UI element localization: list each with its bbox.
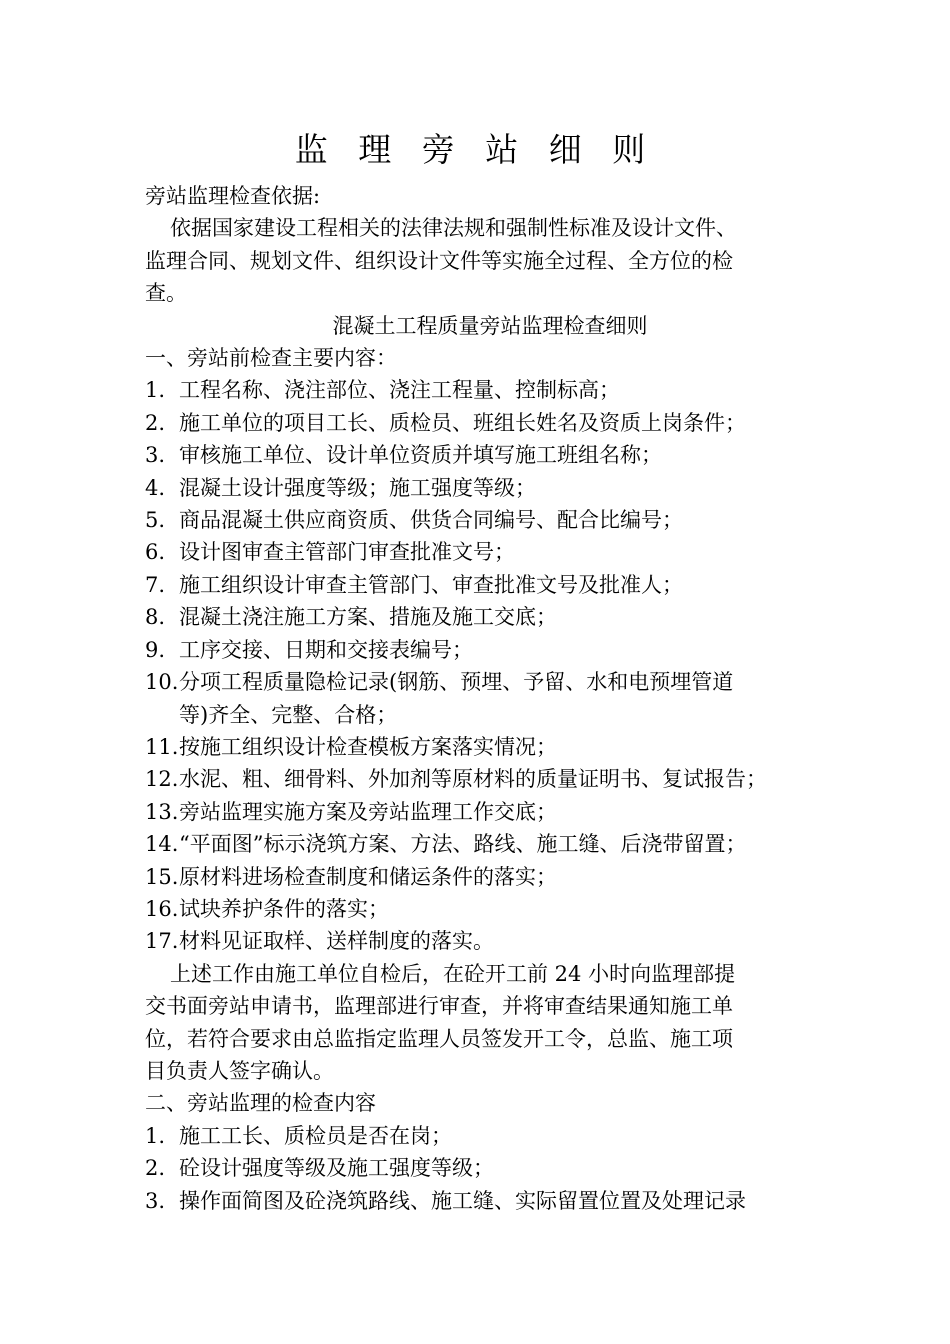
item-number: 4. [145, 475, 166, 500]
item-text: 水泥、粗、细骨料、外加剂等原材料的质量证明书、复试报告； [179, 767, 767, 792]
item-number: 7. [145, 572, 166, 597]
item-number: 3. [145, 1188, 166, 1213]
list-item [145, 439, 815, 471]
item-number: 1. [145, 378, 166, 403]
list-item [145, 796, 815, 828]
item-number: 3. [145, 443, 166, 468]
section-subtitle: 混凝土工程质量旁站监理检查细则 [332, 313, 648, 338]
item-text: 商品混凝土供应商资质、供货合同编号、配合比编号； [179, 508, 683, 533]
list-item [145, 569, 815, 601]
item-number: 5. [145, 508, 166, 533]
item-text: 施工工长、质检员是否在岗； [179, 1123, 452, 1148]
item-number: 2. [145, 1156, 166, 1181]
list-item [145, 1120, 815, 1152]
item-text: “平面图”标示浇筑方案、方法、路线、施工缝、后浇带留置； [179, 832, 747, 857]
item-text: 操作面简图及砼浇筑路线、施工缝、实际留置位置及处理记录 [179, 1188, 746, 1213]
item-text: 试块养护条件的落实； [179, 896, 389, 921]
item-text: 设计图审查主管部门审查批准文号； [179, 540, 515, 565]
item-number: 16. [145, 896, 179, 921]
item-text: 砼设计强度等级及施工强度等级； [179, 1156, 494, 1181]
paragraph-line: 位，若符合要求由总监指定监理人员签发开工令，总监、施工项 [145, 1026, 733, 1051]
list-item [145, 472, 815, 504]
document-title: 监 理 旁 站 细 则 [294, 130, 656, 169]
list-item [145, 634, 815, 666]
list-item [145, 731, 815, 763]
basis-line: 监理合同、规划文件、组织设计文件等实施全过程、全方位的检 [145, 248, 733, 273]
list-item [145, 536, 815, 568]
list-item [145, 601, 815, 633]
paragraph-line: 目负责人签字确认。 [145, 1058, 334, 1083]
item-text: 混凝土浇注施工方案、措施及施工交底； [179, 605, 557, 630]
item-number: 6. [145, 540, 166, 565]
section2-heading: 二、旁站监理的检查内容 [145, 1091, 376, 1116]
basis-line: 依据国家建设工程相关的法律法规和强制性标准及设计文件、 [170, 216, 737, 241]
item-number: 14. [145, 832, 179, 857]
basis-heading: 旁站监理检查依据: [145, 184, 321, 208]
list-item [145, 893, 815, 925]
item-text: 按施工组织设计检查模板方案落实情况； [179, 734, 557, 759]
item-text: 审核施工单位、设计单位资质并填写施工班组名称； [179, 443, 662, 468]
item-text: 施工单位的项目工长、质检员、班组长姓名及资质上岗条件； [179, 410, 746, 435]
item-number: 12. [145, 767, 179, 792]
list-item [145, 763, 815, 795]
item-number: 9. [145, 637, 166, 662]
list-item [145, 861, 815, 893]
list-item [145, 504, 815, 536]
item-text: 旁站监理实施方案及旁站监理工作交底； [179, 799, 557, 824]
list-item [145, 374, 815, 406]
list-item [145, 925, 815, 957]
item-number: 13. [145, 799, 179, 824]
item-number: 10. [145, 670, 179, 695]
section1-heading: 一、旁站前检查主要内容： [145, 346, 397, 371]
list-item [145, 666, 815, 698]
list-item [145, 1152, 815, 1184]
paragraph-line: 交书面旁站申请书，监理部进行审查，并将审查结果通知施工单 [145, 994, 733, 1019]
list-item [145, 828, 815, 860]
list-item [145, 407, 815, 439]
paragraph-line: 上述工作由施工单位自检后，在砼开工前 24 小时向监理部提 [170, 961, 736, 986]
item-text: 材料见证取样、送样制度的落实。 [179, 929, 494, 954]
item-text-continuation: 等)齐全、完整、合格； [179, 702, 398, 727]
item-text: 工程名称、浇注部位、浇注工程量、控制标高； [179, 378, 620, 403]
item-number: 1. [145, 1123, 166, 1148]
item-text: 原材料进场检查制度和储运条件的落实； [179, 864, 557, 889]
item-text: 分项工程质量隐检记录(钢筋、预埋、予留、水和电预埋管道 [179, 670, 734, 695]
item-number: 2. [145, 410, 166, 435]
item-text: 混凝土设计强度等级；施工强度等级； [179, 475, 536, 500]
item-text: 施工组织设计审查主管部门、审查批准文号及批准人； [179, 572, 683, 597]
item-number: 15. [145, 864, 179, 889]
basis-line: 查。 [145, 281, 187, 306]
item-text: 工序交接、日期和交接表编号； [179, 637, 473, 662]
item-number: 8. [145, 605, 166, 630]
item-number: 11. [145, 734, 179, 759]
document-body [145, 180, 815, 1217]
list-item [145, 1185, 815, 1217]
item-number: 17. [145, 929, 179, 954]
